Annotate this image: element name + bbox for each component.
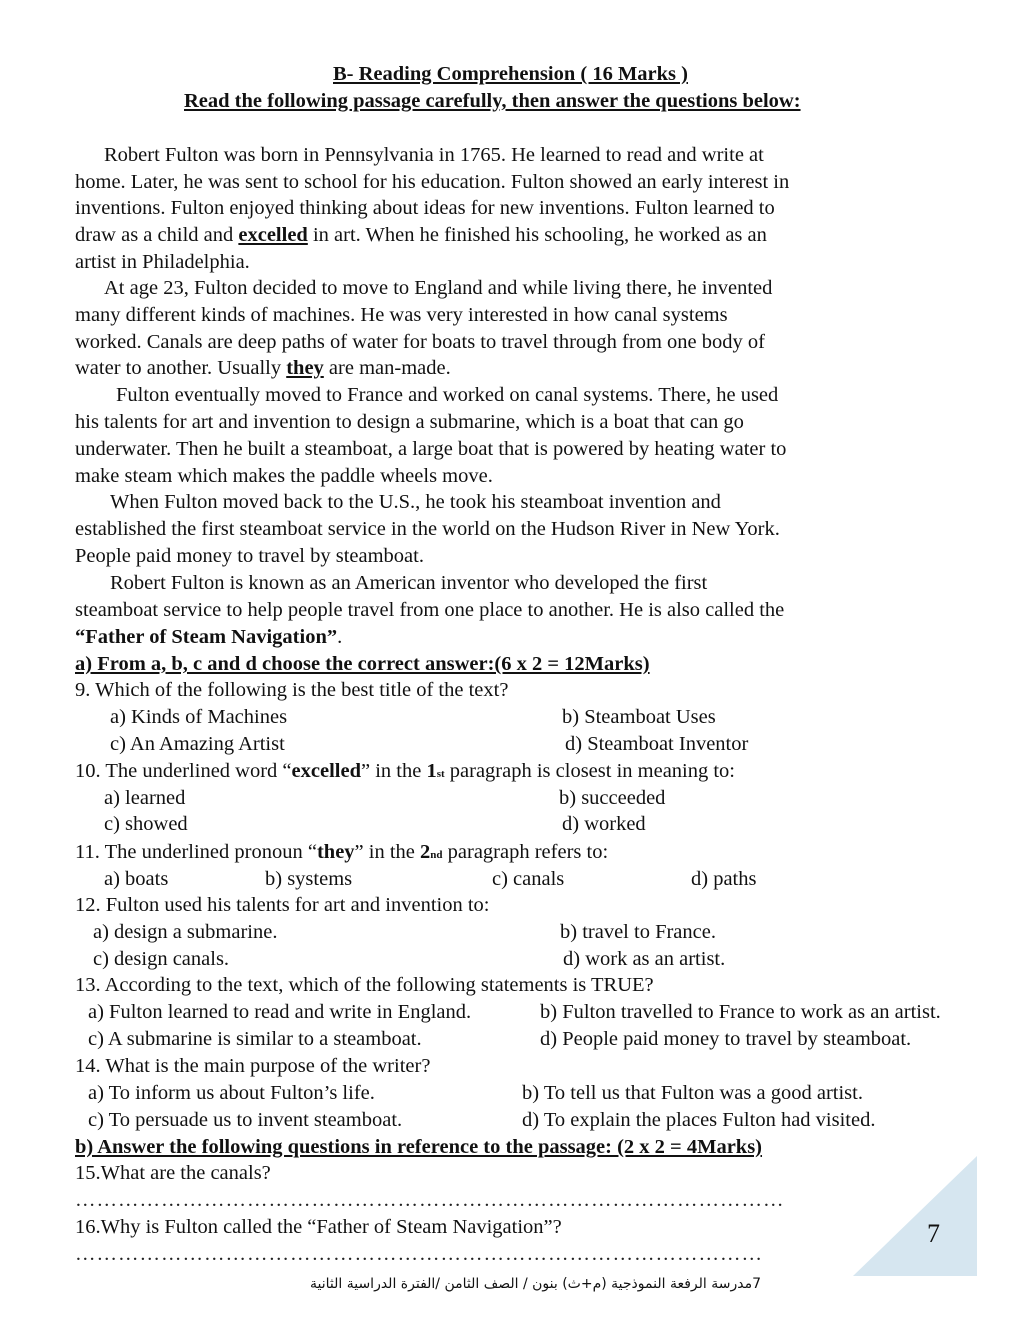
question-15: 15.What are the canals? (75, 1162, 271, 1184)
question-12: 12. Fulton used his talents for art and invention to: (75, 894, 490, 916)
answer-line-16[interactable]: …………………………………………………………………………………… (75, 1243, 763, 1265)
passage-line: inventions. Fulton enjoyed thinking about ideas for new inventions. Fulton learned to (75, 197, 775, 219)
passage-line: many different kinds of machines. He was very interested in how canal systems (75, 304, 728, 326)
option-11b: b) systems (265, 868, 353, 890)
option-9b: b) Steamboat Uses (562, 706, 716, 728)
option-10a: a) learned (104, 787, 186, 809)
passage-line: worked. Canals are deep paths of water for boats to travel through from one body of (75, 331, 765, 353)
passage-line: home. Later, he was sent to school for his education. Fulton showed an early interest in (75, 171, 790, 193)
passage-line: Robert Fulton is known as an American inventor who developed the first (110, 572, 708, 594)
option-14c: c) To persuade us to invent steamboat. (88, 1109, 403, 1131)
option-12d: d) work as an artist. (563, 948, 726, 970)
passage-line: Robert Fulton was born in Pennsylvania in 1765. He learned to read and write at (104, 144, 764, 166)
passage-line: steamboat service to help people travel from one place to another. He is also called the (75, 599, 785, 621)
question-13: 13. According to the text, which of the following statements is TRUE? (75, 974, 654, 996)
passage-line: his talents for art and invention to design a submarine, which is a boat that can go (75, 411, 744, 433)
option-10c: c) showed (104, 813, 188, 835)
passage-line: established the first steamboat service in the world on the Hudson River in New York. (75, 518, 780, 540)
option-13c: c) A submarine is similar to a steamboat. (88, 1028, 422, 1050)
option-9d: d) Steamboat Inventor (565, 733, 749, 755)
question-16: 16.Why is Fulton called the “Father of Steam Navigation”? (75, 1216, 562, 1238)
passage-line: draw as a child and excelled in art. When he finished his schooling, he worked as an (75, 224, 767, 246)
option-14b: b) To tell us that Fulton was a good artist. (522, 1082, 863, 1104)
answer-line-15[interactable]: ……………………………………………………………………………………… (75, 1189, 785, 1211)
option-9a: a) Kinds of Machines (110, 706, 288, 728)
option-10d: d) worked (562, 813, 646, 835)
passage-line: Fulton eventually moved to France and worked on canal systems. There, he used (116, 384, 779, 406)
option-14a: a) To inform us about Fulton’s life. (88, 1082, 375, 1104)
passage-line: At age 23, Fulton decided to move to England and while living there, he invented (104, 277, 773, 299)
option-11a: a) boats (104, 868, 169, 890)
passage-line: When Fulton moved back to the U.S., he took his steamboat invention and (110, 491, 721, 513)
section-title: B- Reading Comprehension ( 16 Marks ) (333, 63, 688, 85)
option-12a: a) design a submarine. (93, 921, 278, 943)
option-13d: d) People paid money to travel by steamboat. (540, 1028, 912, 1050)
option-13a: a) Fulton learned to read and write in England. (88, 1001, 472, 1023)
option-12c: c) design canals. (93, 948, 230, 970)
question-9: 9. Which of the following is the best title of the text? (75, 679, 509, 701)
instruction: Read the following passage carefully, then answer the questions below: (184, 90, 801, 112)
passage-line: water to another. Usually they are man-made. (75, 357, 451, 379)
option-14d: d) To explain the places Fulton had visited. (522, 1109, 876, 1131)
option-13b: b) Fulton travelled to France to work as an artist. (540, 1001, 941, 1023)
passage-line: “Father of Steam Navigation”. (75, 626, 343, 648)
question-11: 11. The underlined pronoun “they” in the 2nd paragraph refers to: (75, 841, 609, 863)
page-corner-triangle-icon (853, 1156, 977, 1276)
question-14: 14. What is the main purpose of the writer? (75, 1055, 431, 1077)
passage-line: People paid money to travel by steamboat. (75, 545, 424, 567)
option-11c: c) canals (492, 868, 565, 890)
passage-line: underwater. Then he built a steamboat, a large boat that is powered by heating water to (75, 438, 787, 460)
page-number: 7 (927, 1219, 940, 1248)
underlined-word-excelled: excelled (238, 224, 308, 246)
option-9c: c) An Amazing Artist (110, 733, 285, 755)
part-a-heading: a) From a, b, c and d choose the correct answer:(6 x 2 = 12Marks) (75, 653, 650, 675)
passage-line: artist in Philadelphia. (75, 251, 250, 273)
option-10b: b) succeeded (559, 787, 666, 809)
part-b-heading: b) Answer the following questions in reference to the passage: (2 x 2 = 4Marks) (75, 1136, 763, 1158)
option-12b: b) travel to France. (560, 921, 716, 943)
option-11d: d) paths (691, 868, 757, 890)
underlined-word-they: they (286, 357, 324, 379)
question-10: 10. The underlined word “excelled” in the 1st paragraph is closest in meaning to: (75, 760, 735, 782)
passage-line: make steam which makes the paddle wheels move. (75, 465, 493, 487)
footer-school-info: 7مدرسة الرفعة النموذجية (م+ث) بنون / الصف الثامن /الفترة الدراسية الثانية (310, 1276, 761, 1292)
